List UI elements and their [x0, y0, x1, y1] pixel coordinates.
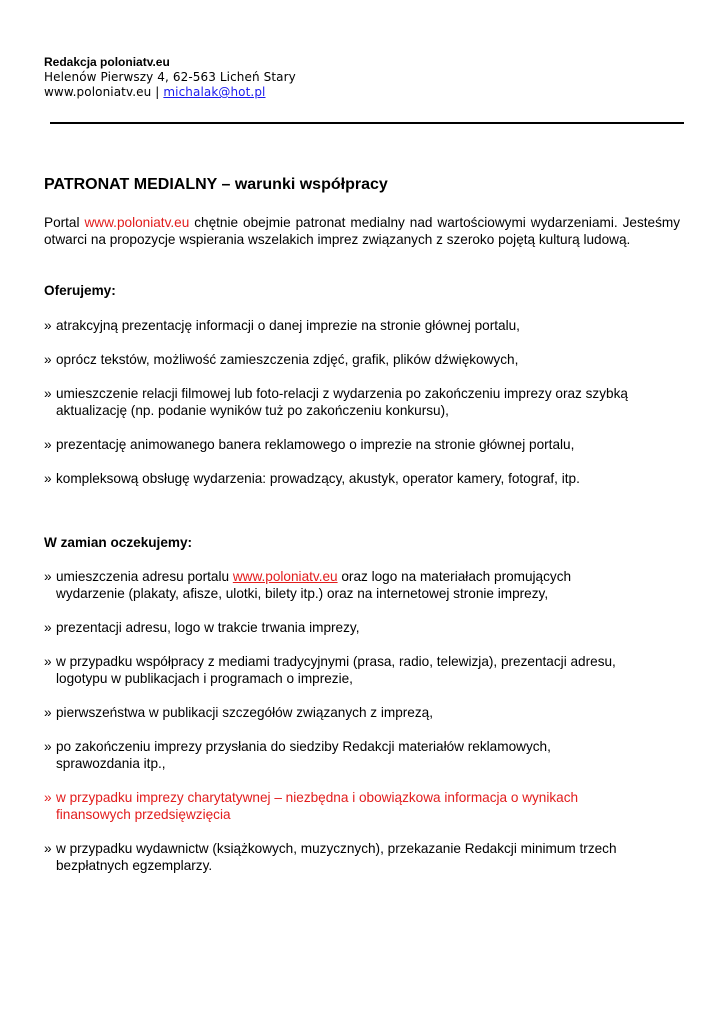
expect-portal-link[interactable]: www.poloniatv.eu [232, 569, 338, 584]
offer-heading: Oferujemy: [44, 283, 116, 298]
expect-item-4: pierwszeństwa w publikacji szczegółów związanych z imprezą, [56, 705, 433, 720]
bullet-icon: » [44, 705, 52, 720]
expect-item-3: w przypadku współpracy z mediami tradycyjnymi (prasa, radio, telewizja), prezentacji adresu, logotypu w publikacjach i programach o imprezie, [56, 654, 616, 686]
expect-item-1-before: umieszczenia adresu portalu [56, 569, 233, 584]
page-title: PATRONAT MEDIALNY – warunki współpracy [44, 176, 388, 193]
expect-heading: W zamian oczekujemy: [44, 535, 193, 550]
list-item [44, 738, 624, 772]
expect-item-1-after: oraz logo na materiałach promujących wydarzenie (plakaty, afisze, ulotki, bilety itp.) oraz na internetowej stronie imprezy, [56, 569, 572, 601]
offer-item-1: atrakcyjną prezentację informacji o danej imprezie na stronie głównej portalu, [56, 318, 520, 333]
offer-item-3: umieszczenie relacji filmowej lub foto-relacji z wydarzenia po zakończeniu imprezy oraz szybką aktualizację (np. podanie wyników tuż po zakończeniu konkursu), [56, 386, 628, 418]
org-name: Redakcja poloniatv.eu [44, 55, 170, 69]
bullet-icon: » [44, 386, 52, 401]
intro-paragraph [44, 214, 680, 248]
list-item [44, 385, 684, 419]
offer-item-2: oprócz tekstów, możliwość zamieszczenia zdjęć, grafik, plików dźwiękowych, [56, 352, 519, 367]
expect-item-last: w przypadku wydawnictw (książkowych, muzycznych), przekazanie Redakcji minimum trzech bezpłatnych egzemplarzy. [56, 841, 617, 873]
header-divider [50, 122, 684, 124]
website-text: www.poloniatv.eu [44, 85, 152, 99]
bullet-icon: » [44, 620, 52, 635]
offer-item-5: kompleksową obsługę wydarzenia: prowadzący, akustyk, operator kamery, fotograf, itp. [56, 471, 580, 486]
bullet-icon: » [44, 437, 52, 452]
org-contact [44, 85, 296, 100]
intro-before: Portal [44, 215, 85, 230]
letterhead [44, 55, 296, 100]
list-item [44, 840, 624, 874]
list-item [44, 704, 624, 721]
bullet-icon: » [44, 790, 52, 805]
bullet-icon: » [44, 318, 52, 333]
expect-list [44, 568, 624, 874]
org-address: Helenów Pierwszy 4, 62-563 Licheń Stary [44, 70, 296, 84]
intro-portal-link[interactable]: www.poloniatv.eu [84, 215, 190, 230]
offer-list [44, 317, 684, 487]
list-item [44, 436, 684, 453]
bullet-icon: » [44, 471, 52, 486]
list-item [44, 619, 624, 636]
offer-item-4: prezentację animowanego banera reklamowego o imprezie na stronie głównej portalu, [56, 437, 575, 452]
list-item [44, 789, 624, 823]
list-item [44, 653, 624, 687]
expect-item-charity: w przypadku imprezy charytatywnej – niezbędna i obowiązkowa informacja o wynikach finansowych przedsięwzięcia [56, 790, 579, 822]
expect-item-2: prezentacji adresu, logo w trakcie trwania imprezy, [56, 620, 360, 635]
expect-item-5: po zakończeniu imprezy przysłania do siedziby Redakcji materiałów reklamowych, sprawozdania itp., [56, 739, 551, 771]
list-item [44, 568, 624, 602]
email-link[interactable]: michalak@hot.pl [163, 85, 266, 99]
bullet-icon: » [44, 654, 52, 669]
bullet-icon: » [44, 841, 52, 856]
list-item [44, 317, 684, 334]
bullet-icon: » [44, 739, 52, 754]
bullet-icon: » [44, 569, 52, 584]
intro-after: chętnie obejmie patronat medialny nad wartościowymi wydarzeniami. Jesteśmy otwarci na propozycje wspierania wszelakich imprez związanych z szeroko pojętą kulturą ludową. [44, 215, 681, 247]
bullet-icon: » [44, 352, 52, 367]
contact-separator: | [151, 85, 164, 99]
list-item [44, 351, 684, 368]
list-item [44, 470, 684, 487]
